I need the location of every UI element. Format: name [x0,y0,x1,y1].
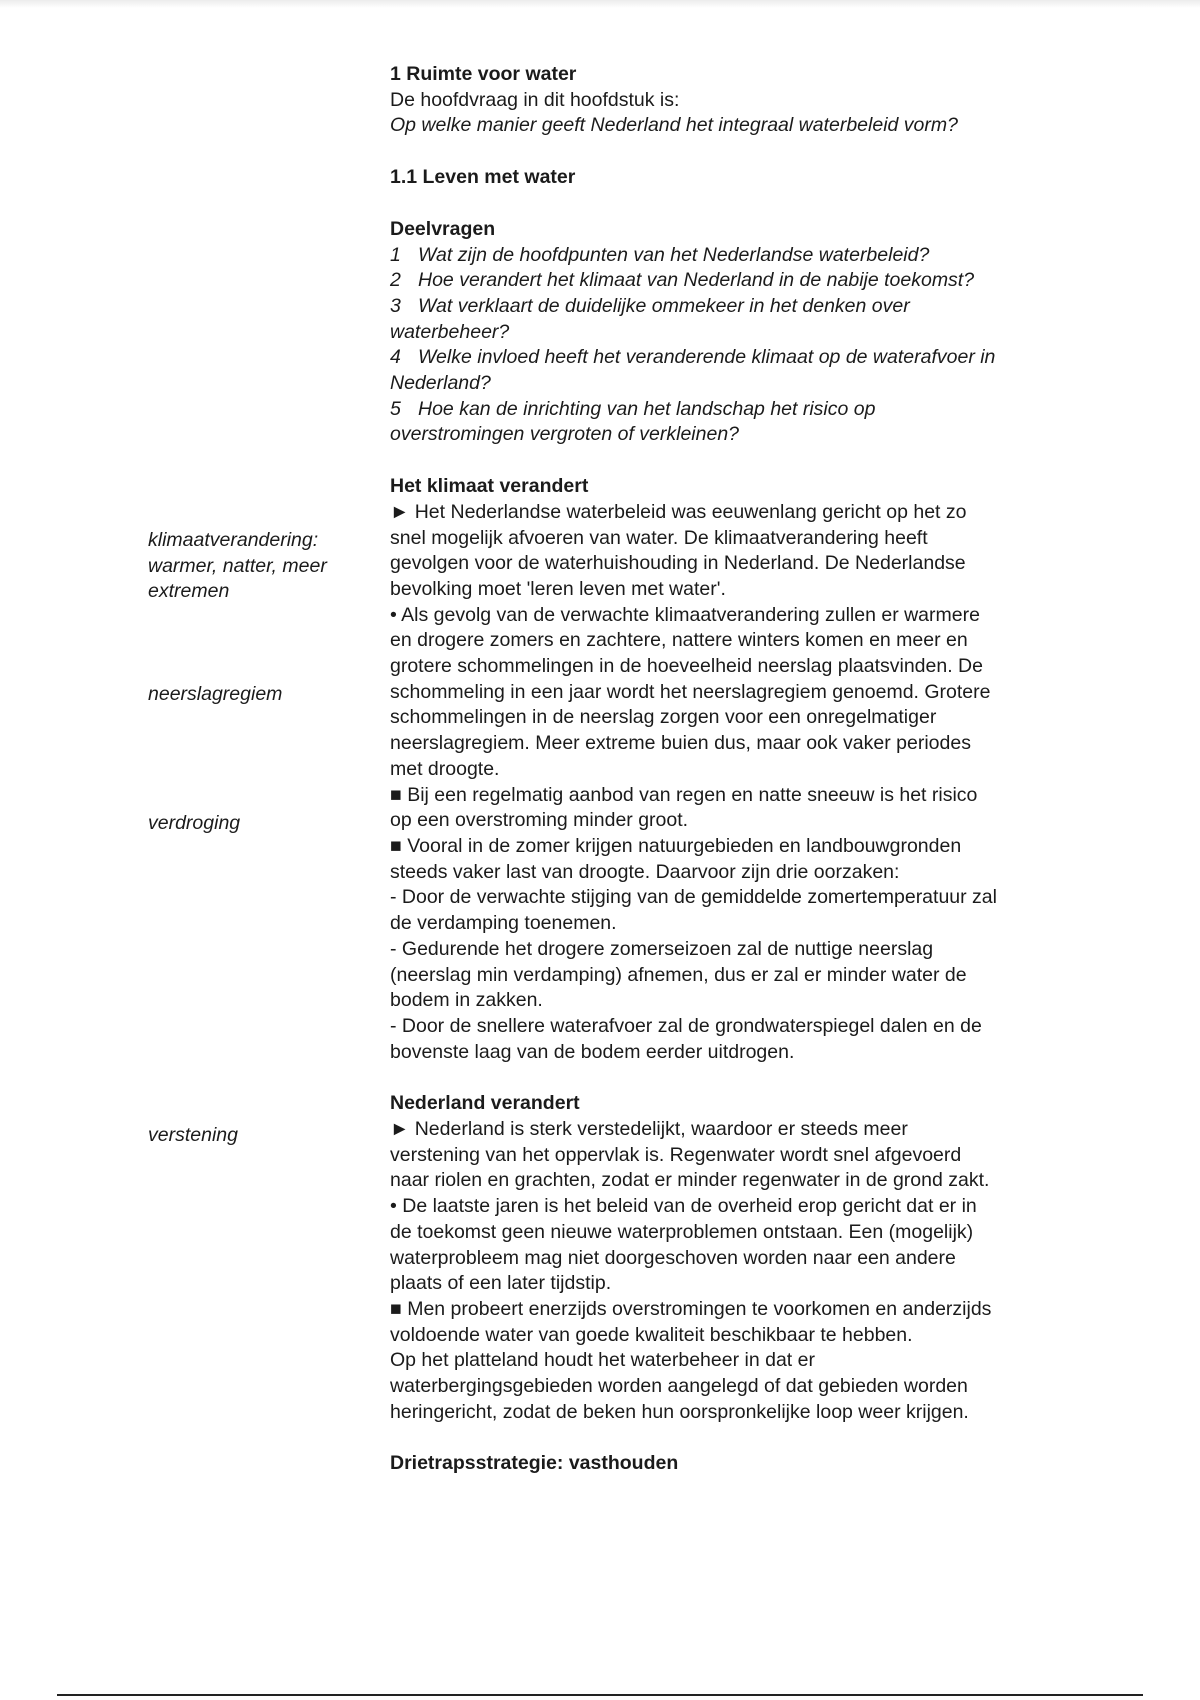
deelvragen-list [390,243,1110,449]
text-line: gevolgen voor de waterhuishouding in Nederland. De Nederlandse [390,552,966,575]
text-line: (neerslag min verdamping) afnemen, dus er zal er minder water de [390,963,967,986]
deelvraag-item: 1 Wat zijn de hoofdpunten van het Nederlandse waterbeleid? [390,243,930,266]
text-line: naar riolen en grachten, zodat er minder regenwater in de grond zakt. [390,1169,990,1192]
margin-note-verdroging: verdroging [148,812,241,834]
text-line: • Als gevolg van de verwachte klimaatverandering zullen er warmere [390,603,980,626]
text-line: ► Het Nederlandse waterbeleid was eeuwenlang gericht op het zo [390,500,967,523]
nederland-text [390,1117,1110,1425]
text-line: - Gedurende het drogere zomerseizoen zal de nuttige neerslag [390,937,934,960]
text-line: bevolking moet 'leren leven met water'. [390,577,726,600]
text-line: waterprobleem mag niet doorgeschoven worden naar een andere [390,1246,956,1269]
text-line: schommelingen in de neerslag zorgen voor een onregelmatiger [390,706,937,729]
deelvragen-heading: Deelvragen [390,217,496,240]
deelvraag-item: 4 Welke invloed heeft het veranderende klimaat op de waterafvoer in [390,346,996,369]
text-line: ■ Bij een regelmatig aanbod van regen en natte sneeuw is het risico [390,783,978,806]
text-line: steeds vaker last van droogte. Daarvoor zijn drie oorzaken: [390,860,900,883]
text-line: verstening van het oppervlak is. Regenwater wordt snel afgevoerd [390,1143,962,1166]
bottom-divider [57,1694,1143,1696]
text-line: schommeling in een jaar wordt het neerslagregiem genoemd. Grotere [390,680,991,703]
klimaat-text [390,500,1110,1065]
drietraps-heading: Drietrapsstrategie: vasthouden [390,1452,679,1475]
main-question: Op welke manier geeft Nederland het integraal waterbeleid vorm? [390,114,958,137]
chapter-title: 1 Ruimte voor water [390,63,577,85]
text-line: met droogte. [390,757,500,780]
nederland-heading: Nederland verandert [390,1092,580,1115]
text-line: de verdamping toenemen. [390,912,617,935]
text-line: snel mogelijk afvoeren van water. De klimaatverandering heeft [390,526,928,549]
text-line: en drogere zomers en zachtere, nattere winters komen en meer en [390,629,968,652]
main-column [390,62,1110,1477]
text-line: de toekomst geen nieuwe waterproblemen ontstaan. Een (mogelijk) [390,1220,974,1243]
deelvraag-item-cont: waterbeheer? [390,320,510,343]
klimaat-heading: Het klimaat verandert [390,475,589,498]
text-line: bodem in zakken. [390,989,543,1012]
text-line: neerslagregiem. Meer extreme buien dus, maar ook vaker periodes [390,732,971,755]
deelvraag-item-cont: Nederland? [390,372,491,395]
margin-note-klimaatverandering [148,528,378,605]
deelvraag-item: 5 Hoe kan de inrichting van het landschap het risico op [390,397,876,420]
text-line: heringericht, zodat de beken hun oorspronkelijke loop weer krijgen. [390,1400,969,1423]
text-line: waterbergingsgebieden worden aangelegd of dat gebieden worden [390,1375,968,1398]
text-line: voldoende water van goede kwaliteit beschikbaar te hebben. [390,1323,913,1346]
deelvraag-item: 2 Hoe verandert het klimaat van Nederland in de nabije toekomst? [390,269,975,292]
deelvraag-item-cont: overstromingen vergroten of verkleinen? [390,423,740,446]
text-line: grotere schommelingen in de hoeveelheid neerslag plaatsvinden. De [390,655,983,678]
text-line: - Door de snellere waterafvoer zal de grondwaterspiegel dalen en de [390,1014,982,1037]
text-line: • De laatste jaren is het beleid van de overheid erop gericht dat er in [390,1195,977,1218]
text-line: bovenste laag van de bodem eerder uitdrogen. [390,1040,795,1063]
margin-note-verstening: verstening [148,1124,238,1146]
margin-note-line: klimaatverandering: [148,529,319,551]
margin-note-line: warmer, natter, meer [148,554,327,577]
text-line: - Door de verwachte stijging van de gemiddelde zomertemperatuur zal [390,886,997,909]
text-line: plaats of een later tijdstip. [390,1272,612,1295]
margin-note-line: extremen [148,580,230,603]
text-line: Op het platteland houdt het waterbeheer in dat er [390,1349,815,1372]
text-line: ■ Men probeert enerzijds overstromingen te voorkomen en anderzijds [390,1297,992,1320]
text-line: ► Nederland is sterk verstedelijkt, waardoor er steeds meer [390,1118,908,1141]
margin-note-neerslagregiem: neerslagregiem [148,683,283,705]
text-line: ■ Vooral in de zomer krijgen natuurgebieden en landbouwgronden [390,834,962,857]
section-title: 1.1 Leven met water [390,166,576,189]
chapter-intro: De hoofdvraag in dit hoofdstuk is: [390,88,680,111]
text-line: op een overstroming minder groot. [390,809,689,832]
deelvraag-item: 3 Wat verklaart de duidelijke ommekeer in het denken over [390,294,910,317]
